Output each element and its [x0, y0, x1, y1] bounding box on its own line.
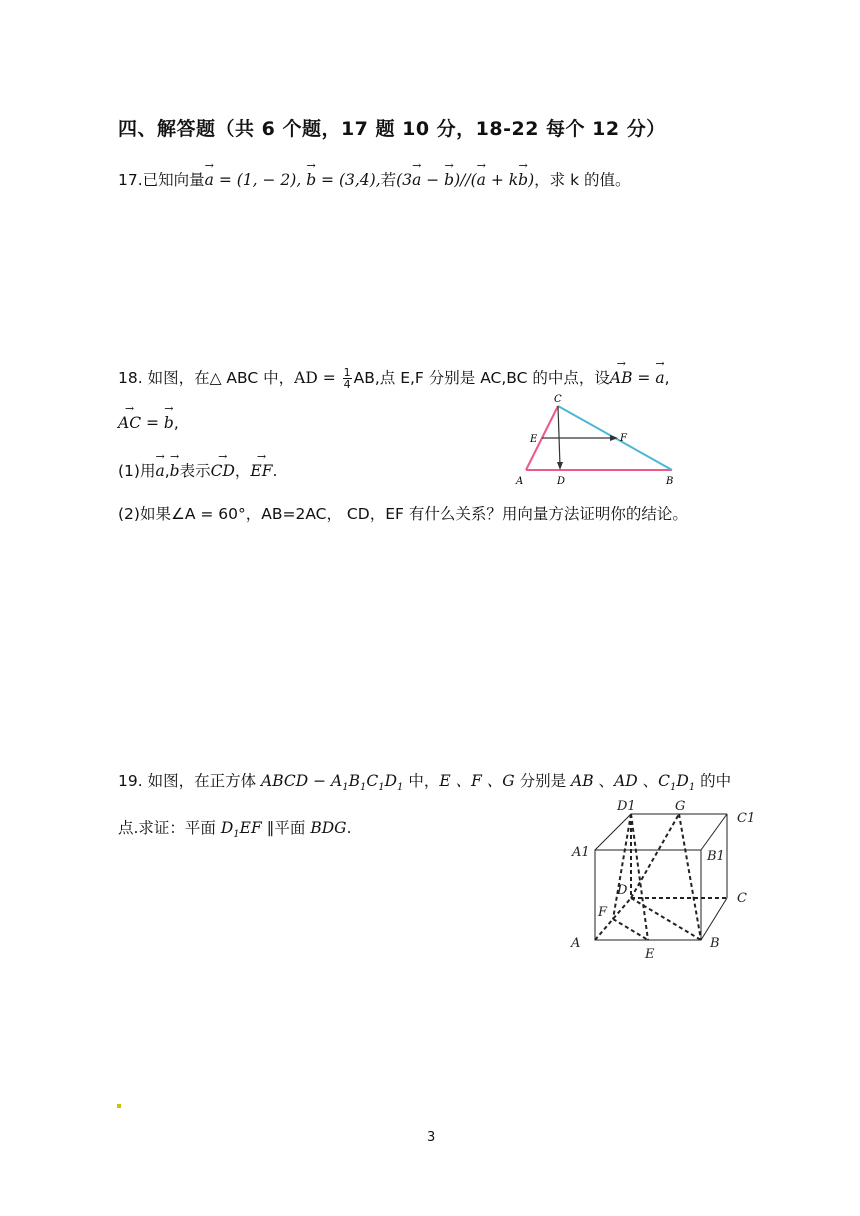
letter: C	[658, 772, 670, 790]
separator: 、	[637, 772, 659, 790]
vector-a: → a	[412, 171, 421, 189]
label-A: A	[571, 936, 581, 951]
label-G: G	[675, 799, 686, 814]
label-B: B	[666, 476, 674, 487]
question-18-part1	[118, 459, 277, 481]
parallel-symbol: ∥平面	[261, 819, 311, 837]
label-C: C	[554, 394, 562, 405]
question-18-line1	[118, 366, 670, 390]
subscript: 1	[342, 782, 349, 794]
vector-a: → a	[205, 171, 214, 189]
vector-CD-line	[558, 406, 560, 466]
question-18-line2	[118, 414, 179, 432]
vector-AB: → AB	[610, 369, 633, 387]
line-GB	[679, 814, 701, 940]
question-19-line2	[118, 816, 352, 840]
plane-bdg: BDG	[310, 819, 347, 837]
vector-EF: → EF	[250, 462, 272, 480]
letter: EF	[239, 819, 262, 837]
q18-ab-text: AB,点 E,F 分别是 AC,BC 的中点，设	[353, 369, 610, 387]
fraction-one-quarter	[343, 367, 352, 390]
plane-d1ef	[220, 819, 262, 841]
label-A1: A1	[572, 845, 590, 860]
separator: 、	[593, 772, 615, 790]
label-B1: B1	[707, 849, 725, 864]
q19-mid: 的中	[695, 772, 732, 790]
cube-part: B	[348, 772, 360, 790]
q17-close: )	[528, 171, 535, 189]
comma: ,	[664, 369, 670, 387]
segment-c1d1	[658, 772, 696, 794]
label-B: B	[710, 936, 720, 951]
separator: ，	[234, 462, 251, 480]
line-FE	[613, 919, 648, 940]
segment-ab: AB	[571, 772, 594, 790]
cube-name	[261, 772, 404, 794]
section-title: 四、解答题（共 6 个题，17 题 10 分，18-22 每个 12 分）	[118, 118, 666, 140]
q18-prefix: 18. 如图，在△ ABC 中，	[118, 369, 295, 387]
label-F: F	[620, 433, 627, 444]
edge-BC	[701, 898, 727, 940]
vector-b: → b	[170, 462, 180, 480]
comma: ,	[173, 414, 179, 432]
edge-B1C1	[701, 814, 727, 850]
q19-line2-prefix: 点.求证：平面	[118, 819, 221, 837]
vector-a: → a	[655, 369, 664, 387]
line-DG	[631, 814, 679, 898]
question-18-part2: (2)如果∠A = 60°，AB=2AC， CD，EF 有什么关系？用向量方法证明你的结论。	[118, 505, 688, 523]
subscript: 1	[359, 782, 367, 794]
stray-mark	[117, 1104, 121, 1108]
vector-b: → b	[306, 171, 316, 189]
fraction-denominator: 4	[343, 378, 351, 391]
cube-part: C	[366, 772, 379, 790]
line-D1E	[631, 814, 648, 940]
label-D: D	[557, 476, 566, 487]
part1-mid: 表示	[179, 462, 211, 480]
q17-if: 若	[380, 171, 397, 189]
q18-ad: AD =	[294, 369, 341, 387]
letter: D	[676, 772, 689, 790]
vector-a: → a	[155, 462, 164, 480]
q17-expr-open: (3	[396, 171, 413, 189]
label-D: D	[617, 883, 628, 898]
q17-minus: −	[421, 171, 445, 189]
letter: D	[220, 819, 234, 837]
label-E: E	[530, 434, 538, 445]
subscript: 1	[378, 782, 385, 794]
q17-prefix: 17.已知向量	[118, 171, 205, 189]
vector-b: → b	[164, 414, 174, 432]
q19-in: 中，	[403, 772, 440, 790]
label-C1: C1	[737, 811, 756, 826]
period: .	[346, 819, 352, 837]
period: .	[272, 462, 278, 480]
label-C: C	[737, 891, 747, 906]
segment-ad: AD	[614, 772, 638, 790]
cube-figure	[565, 792, 765, 962]
part1-prefix: (1)用	[118, 462, 156, 480]
vector-b-value: = (3,4),	[316, 171, 381, 189]
q17-suffix: ，求 k 的值。	[534, 171, 631, 189]
q19-prefix: 19. 如图，在正方体	[118, 772, 262, 790]
subscript: 1	[233, 829, 240, 841]
subscript: 1	[688, 782, 696, 794]
fraction-numerator: 1	[343, 366, 351, 379]
equals: =	[632, 369, 656, 387]
cube-part: D	[384, 772, 398, 790]
equals: =	[141, 414, 164, 432]
vector-b: → b	[518, 171, 528, 189]
label-A: A	[516, 476, 524, 487]
arrowhead-D	[557, 462, 563, 470]
vector-a-value: = (1, − 2),	[213, 171, 307, 189]
line-DB	[631, 898, 701, 940]
label-F: F	[598, 905, 608, 920]
cube-front-face	[595, 850, 701, 940]
triangle-figure	[500, 392, 690, 488]
points-efg: E 、F 、G	[439, 772, 515, 790]
question-19-line1	[118, 769, 731, 793]
label-D1: D1	[617, 799, 636, 814]
subscript: 1	[397, 782, 404, 794]
vector-AC: → AC	[118, 414, 141, 432]
question-17	[118, 168, 630, 190]
q19-fb: 分别是	[514, 772, 572, 790]
label-E: E	[645, 947, 655, 962]
vector-CD: → CD	[211, 462, 235, 480]
q17-plus-k: + k	[485, 171, 519, 189]
vector-b: → b	[444, 171, 454, 189]
page-number: 3	[427, 1130, 436, 1145]
subscript: 1	[670, 782, 677, 794]
comma: ,	[164, 462, 170, 480]
q17-parallel: )//(	[454, 171, 477, 189]
cube-part: ABCD − A	[261, 772, 343, 790]
vector-a: → a	[477, 171, 486, 189]
